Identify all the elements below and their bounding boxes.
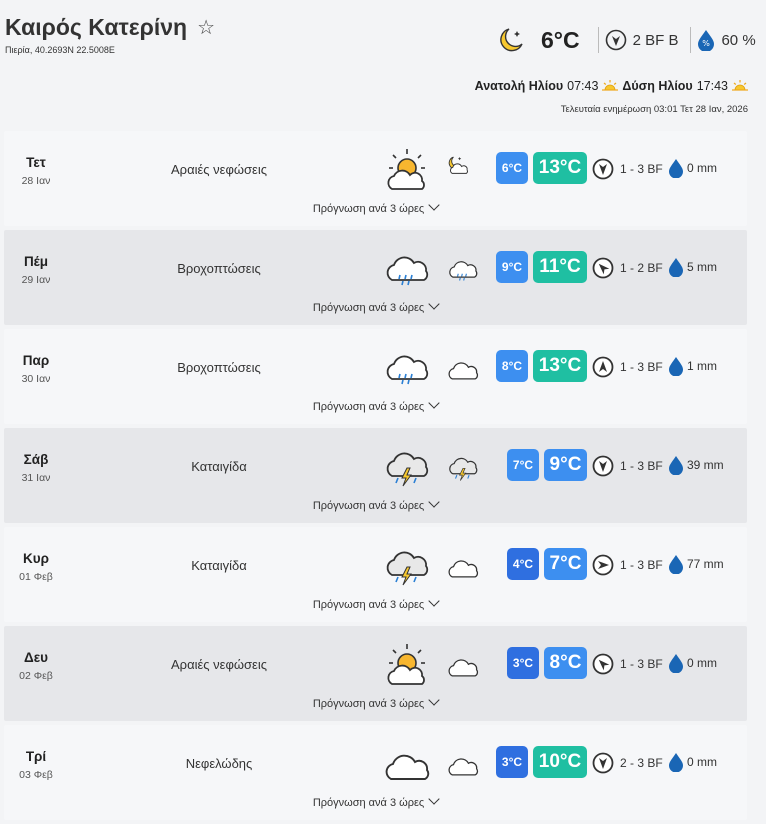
rain-amount: 0 mm (687, 755, 717, 769)
max-temperature-badge: 11°C (533, 251, 587, 283)
three-hour-forecast-toggle[interactable] (4, 203, 747, 215)
partly-cloudy-sun-icon (382, 147, 432, 195)
rain-info (668, 653, 717, 673)
cloud-icon (446, 749, 480, 779)
weather-description: Βροχοπτώσεις (177, 360, 261, 375)
weather-description: Βροχοπτώσεις (177, 261, 261, 276)
raindrop-icon (668, 257, 684, 277)
day-date: 01 Φεβ (19, 571, 53, 583)
sun-times (475, 79, 748, 93)
raindrop-icon (668, 356, 684, 376)
day-name: Κυρ (23, 551, 49, 566)
rain-cloud-icon (382, 345, 432, 393)
cloud-icon (382, 741, 432, 789)
three-hour-forecast-toggle[interactable] (4, 500, 747, 512)
wind-speed: 1 - 3 BF (620, 162, 663, 176)
moon-icon (495, 25, 525, 55)
day-name: Παρ (22, 353, 50, 368)
wind-speed: 1 - 3 BF (620, 459, 663, 473)
max-temperature-badge: 13°C (533, 350, 587, 382)
min-temperature-badge: 3°C (496, 746, 528, 778)
three-hour-forecast-toggle[interactable] (4, 698, 747, 710)
wind-direction-icon (592, 257, 614, 279)
partly-cloudy-sun-icon (382, 642, 432, 690)
weather-description: Νεφελώδης (185, 756, 253, 771)
forecast-toggle-label: Πρόγνωση ανά 3 ώρες (312, 203, 425, 215)
min-temperature-badge: 3°C (507, 647, 539, 679)
wind-direction-icon (592, 158, 614, 180)
chevron-down-icon (429, 694, 440, 705)
raindrop-icon (668, 158, 684, 178)
raindrop-icon (668, 455, 684, 475)
rain-info (668, 158, 717, 178)
current-temperature: 6°C (541, 26, 580, 53)
wind-direction-icon (592, 356, 614, 378)
rain-info (668, 554, 724, 574)
forecast-toggle-label: Πρόγνωση ανά 3 ώρες (312, 698, 425, 710)
raindrop-icon (668, 554, 684, 574)
min-temperature-badge: 9°C (496, 251, 528, 283)
min-temperature-badge: 8°C (496, 350, 528, 382)
wind-direction-icon (605, 29, 627, 51)
day-name: Τετ (26, 155, 46, 170)
page-title (5, 14, 215, 41)
max-temperature-badge: 8°C (544, 647, 587, 679)
wind-direction-icon (592, 554, 614, 576)
current-wind: 2 BF Β (632, 31, 679, 49)
chevron-down-icon (429, 496, 440, 507)
rain-cloud-icon (446, 254, 480, 284)
divider (598, 27, 599, 53)
thunderstorm-icon (382, 444, 432, 492)
forecast-toggle-label: Πρόγνωση ανά 3 ώρες (312, 797, 425, 809)
weather-description: Καταιγίδα (191, 558, 247, 573)
rain-info (668, 356, 717, 376)
day-name: Τρί (25, 749, 47, 764)
day-name: Σάβ (23, 452, 49, 467)
page-header (0, 0, 766, 128)
forecast-day-row[interactable] (4, 230, 747, 325)
chevron-down-icon (429, 199, 440, 210)
rain-info (668, 455, 724, 475)
forecast-day-row[interactable] (4, 329, 747, 424)
forecast-day-row[interactable] (4, 428, 747, 523)
min-temperature-badge: 4°C (507, 548, 539, 580)
cloud-icon (446, 353, 480, 383)
moon-cloud-icon (446, 155, 480, 185)
three-hour-forecast-toggle[interactable] (4, 599, 747, 611)
day-date: 29 Ιαν (21, 274, 51, 286)
max-temperature-badge: 13°C (533, 152, 587, 184)
rain-amount: 77 mm (687, 557, 724, 571)
wind-speed: 1 - 3 BF (620, 360, 663, 374)
location-coords: Πιερία, 40.2693N 22.5008E (5, 45, 115, 55)
max-temperature-badge: 10°C (533, 746, 587, 778)
weather-description: Καταιγίδα (191, 459, 247, 474)
forecast-toggle-label: Πρόγνωση ανά 3 ώρες (312, 302, 425, 314)
wind-direction-icon (592, 653, 614, 675)
wind-info (592, 356, 663, 378)
chevron-down-icon (429, 595, 440, 606)
min-temperature-badge: 7°C (507, 449, 539, 481)
wind-direction-icon (592, 752, 614, 774)
rain-amount: 0 mm (687, 161, 717, 175)
weather-description: Αραιές νεφώσεις (171, 657, 267, 672)
forecast-toggle-label: Πρόγνωση ανά 3 ώρες (312, 401, 425, 413)
sunrise-icon (602, 79, 618, 93)
divider (690, 27, 691, 53)
sunrise-time: 07:43 (567, 79, 599, 93)
wind-direction-icon (592, 455, 614, 477)
current-humidity: 60 % (721, 31, 756, 49)
chevron-down-icon (429, 397, 440, 408)
svg-text:%: % (702, 39, 711, 48)
daily-forecast-list (4, 131, 747, 824)
favorite-star-icon[interactable]: ☆ (197, 17, 216, 39)
current-conditions (495, 22, 756, 58)
chevron-down-icon (429, 298, 440, 309)
wind-info (592, 554, 663, 576)
rain-info (668, 257, 717, 277)
chevron-down-icon (429, 793, 440, 804)
page-title-text: Καιρός Κατερίνη (5, 14, 188, 40)
wind-speed: 1 - 3 BF (620, 657, 663, 671)
day-date: 28 Ιαν (21, 175, 51, 187)
rain-amount: 0 mm (687, 656, 717, 670)
wind-info (592, 158, 663, 180)
wind-info (592, 752, 663, 774)
sunset-time: 17:43 (696, 79, 728, 93)
weather-description: Αραιές νεφώσεις (171, 162, 267, 177)
day-date: 30 Ιαν (21, 373, 51, 385)
forecast-toggle-label: Πρόγνωση ανά 3 ώρες (312, 500, 425, 512)
sunrise-label: Ανατολή Ηλίου (474, 79, 564, 93)
day-date: 31 Ιαν (21, 472, 51, 484)
wind-speed: 1 - 2 BF (620, 261, 663, 275)
cloud-icon (446, 551, 480, 581)
humidity-icon (697, 29, 715, 51)
thunderstorm-icon (382, 543, 432, 591)
forecast-day-row[interactable] (4, 131, 747, 226)
max-temperature-badge: 7°C (544, 548, 587, 580)
sunset-icon (732, 79, 748, 93)
three-hour-forecast-toggle[interactable] (4, 302, 747, 314)
three-hour-forecast-toggle[interactable] (4, 401, 747, 413)
day-date: 03 Φεβ (19, 769, 53, 781)
wind-info (592, 455, 663, 477)
forecast-day-row[interactable] (4, 626, 747, 721)
forecast-day-row[interactable] (4, 725, 747, 820)
forecast-day-row[interactable] (4, 527, 747, 622)
raindrop-icon (668, 653, 684, 673)
rain-amount: 5 mm (687, 260, 717, 274)
sunset-label: Δύση Ηλίου (622, 79, 693, 93)
wind-info (592, 257, 663, 279)
day-name: Πέμ (23, 254, 49, 269)
forecast-toggle-label: Πρόγνωση ανά 3 ώρες (312, 599, 425, 611)
min-temperature-badge: 6°C (496, 152, 528, 184)
cloud-icon (446, 650, 480, 680)
thunderstorm-icon (446, 452, 480, 482)
three-hour-forecast-toggle[interactable] (4, 797, 747, 809)
wind-speed: 1 - 3 BF (620, 558, 663, 572)
wind-speed: 2 - 3 BF (620, 756, 663, 770)
rain-amount: 1 mm (687, 359, 717, 373)
wind-info (592, 653, 663, 675)
rain-cloud-icon (382, 246, 432, 294)
day-name: Δευ (24, 650, 48, 665)
day-date: 02 Φεβ (19, 670, 53, 682)
rain-info (668, 752, 717, 772)
max-temperature-badge: 9°C (544, 449, 587, 481)
raindrop-icon (668, 752, 684, 772)
rain-amount: 39 mm (687, 458, 724, 472)
last-updated: Τελευταία ενημέρωση 03:01 Τετ 28 Ιαν, 2026 (560, 104, 748, 115)
